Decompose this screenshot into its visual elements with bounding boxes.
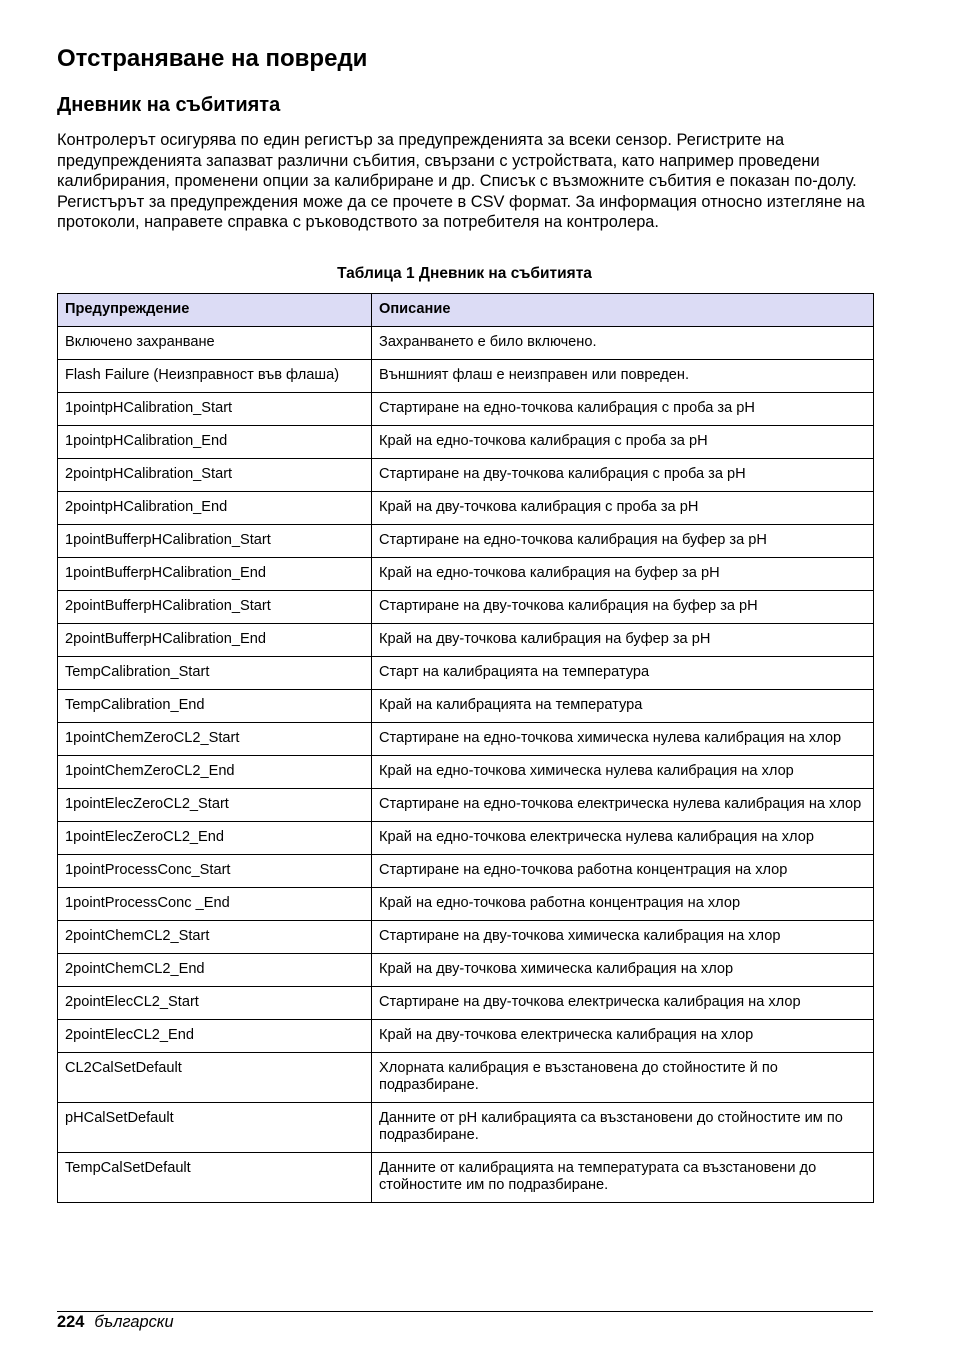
event-name-cell: 2pointpHCalibration_End xyxy=(58,492,372,525)
table-row xyxy=(58,558,874,591)
event-description-cell: Край на едно-точкова електрическа нулева калибрация на хлор xyxy=(372,822,874,855)
table-row xyxy=(58,954,874,987)
table-row xyxy=(58,888,874,921)
event-description-cell: Стартиране на едно-точкова калибрация с проба за pH xyxy=(372,393,874,426)
event-name-cell: 2pointBufferpHCalibration_Start xyxy=(58,591,372,624)
event-description-cell: Край на едно-точкова работна концентрация на хлор xyxy=(372,888,874,921)
event-name-cell: 2pointpHCalibration_Start xyxy=(58,459,372,492)
event-log-table xyxy=(57,293,874,1203)
header-event: Предупреждение xyxy=(58,294,372,327)
intro-paragraph: Контролерът осигурява по един регистър за предупрежденията за всеки сензор. Регистрите на предупрежденията запазват различни събития, свързани с устройствата, като например проведени калибрирания, променени опции за калибриране и др. Списък с възможните събития е показан по-долу. Регистърът за предупреждения може да се прочете в CSV формат. За информация относно изтегляне на протоколи, направете справка с ръководството за потребителя на контролера. xyxy=(57,131,865,231)
event-name-cell: 2pointChemCL2_Start xyxy=(58,921,372,954)
page-footer xyxy=(57,1312,174,1332)
event-name-cell: 1pointChemZeroCL2_End xyxy=(58,756,372,789)
table-row xyxy=(58,1053,874,1103)
table-row xyxy=(58,921,874,954)
event-description-cell: Край на дву-точкова химическа калибрация на хлор xyxy=(372,954,874,987)
event-description-cell: Данните от pH калибрацията са възстановени до стойностите им по подразбиране. xyxy=(372,1103,874,1153)
event-name-cell: TempCalSetDefault xyxy=(58,1153,372,1203)
event-name-cell: 1pointProcessConc_Start xyxy=(58,855,372,888)
event-name-cell: 1pointBufferpHCalibration_End xyxy=(58,558,372,591)
event-name-cell: 2pointElecCL2_Start xyxy=(58,987,372,1020)
event-name-cell: 1pointElecZeroCL2_End xyxy=(58,822,372,855)
table-row xyxy=(58,1153,874,1203)
table-row xyxy=(58,723,874,756)
event-description-cell: Външният флаш е неизправен или повреден. xyxy=(372,360,874,393)
event-description-cell: Край на дву-точкова електрическа калибрация на хлор xyxy=(372,1020,874,1053)
event-description-cell: Стартиране на дву-точкова калибрация с проба за pH xyxy=(372,459,874,492)
event-name-cell: 2pointChemCL2_End xyxy=(58,954,372,987)
table-row xyxy=(58,657,874,690)
table-row xyxy=(58,822,874,855)
event-name-cell: 1pointChemZeroCL2_Start xyxy=(58,723,372,756)
table-row xyxy=(58,855,874,888)
header-description: Описание xyxy=(372,294,874,327)
event-description-cell: Стартиране на дву-точкова калибрация на буфер за pH xyxy=(372,591,874,624)
table-row xyxy=(58,426,874,459)
table-row xyxy=(58,459,874,492)
event-name-cell: 2pointBufferpHCalibration_End xyxy=(58,624,372,657)
event-name-cell: pHCalSetDefault xyxy=(58,1103,372,1153)
event-name-cell: 2pointElecCL2_End xyxy=(58,1020,372,1053)
event-name-cell: 1pointpHCalibration_End xyxy=(58,426,372,459)
event-description-cell: Стартиране на дву-точкова химическа калибрация на хлор xyxy=(372,921,874,954)
page-number: 224 xyxy=(57,1313,85,1331)
table-row xyxy=(58,987,874,1020)
event-description-cell: Край на дву-точкова калибрация с проба за pH xyxy=(372,492,874,525)
event-description-cell: Хлорната калибрация е възстановена до стойностите й по подразбиране. xyxy=(372,1053,874,1103)
event-name-cell: TempCalibration_End xyxy=(58,690,372,723)
footer-language: български xyxy=(94,1313,174,1331)
event-description-cell: Старт на калибрацията на температура xyxy=(372,657,874,690)
section-title: Дневник на събитията xyxy=(57,94,281,116)
table-row xyxy=(58,393,874,426)
event-name-cell: Включено захранване xyxy=(58,327,372,360)
table-row xyxy=(58,1020,874,1053)
table-row xyxy=(58,492,874,525)
table-row xyxy=(58,591,874,624)
event-description-cell: Стартиране на едно-точкова електрическа нулева калибрация на хлор xyxy=(372,789,874,822)
event-name-cell: 1pointBufferpHCalibration_Start xyxy=(58,525,372,558)
event-name-cell: TempCalibration_Start xyxy=(58,657,372,690)
table-body xyxy=(58,327,874,1203)
event-description-cell: Край на едно-точкова калибрация с проба за pH xyxy=(372,426,874,459)
event-description-cell: Захранването е било включено. xyxy=(372,327,874,360)
footer-divider xyxy=(57,1311,873,1312)
event-description-cell: Край на едно-точкова калибрация на буфер за pH xyxy=(372,558,874,591)
table-row xyxy=(58,525,874,558)
event-name-cell: Flash Failure (Неизправност във флаша) xyxy=(58,360,372,393)
event-name-cell: 1pointProcessConc _End xyxy=(58,888,372,921)
event-name-cell: 1pointElecZeroCL2_Start xyxy=(58,789,372,822)
event-name-cell: CL2CalSetDefault xyxy=(58,1053,372,1103)
event-description-cell: Стартиране на едно-точкова калибрация на буфер за pH xyxy=(372,525,874,558)
table-row xyxy=(58,756,874,789)
event-description-cell: Стартиране на едно-точкова химическа нулева калибрация на хлор xyxy=(372,723,874,756)
table-row xyxy=(58,789,874,822)
page-title: Отстраняване на повреди xyxy=(57,45,368,72)
event-description-cell: Край на дву-точкова калибрация на буфер за pH xyxy=(372,624,874,657)
table-row xyxy=(58,624,874,657)
event-description-cell: Данните от калибрацията на температурата са възстановени до стойностите им по подразбиране. xyxy=(372,1153,874,1203)
table-row xyxy=(58,327,874,360)
table-row xyxy=(58,690,874,723)
event-description-cell: Край на едно-точкова химическа нулева калибрация на хлор xyxy=(372,756,874,789)
event-description-cell: Стартиране на дву-точкова електрическа калибрация на хлор xyxy=(372,987,874,1020)
table-header-row xyxy=(58,294,874,327)
table-caption: Таблица 1 Дневник на събитията xyxy=(337,265,592,282)
event-description-cell: Край на калибрацията на температура xyxy=(372,690,874,723)
table-row xyxy=(58,360,874,393)
table-row xyxy=(58,1103,874,1153)
event-description-cell: Стартиране на едно-точкова работна концентрация на хлор xyxy=(372,855,874,888)
event-name-cell: 1pointpHCalibration_Start xyxy=(58,393,372,426)
